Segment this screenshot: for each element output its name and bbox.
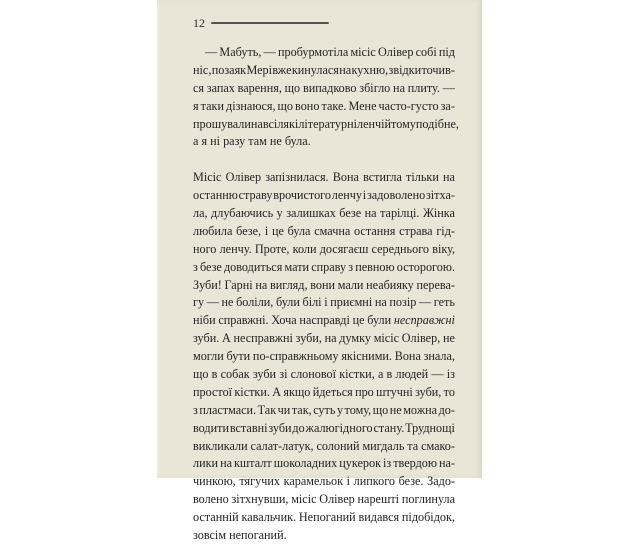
word: це [271,223,284,238]
text-line [193,98,455,116]
word: місіс [291,492,317,507]
word: чинкою, [193,474,236,489]
word: зітха- [425,188,455,203]
word: і [346,474,351,489]
word: — [205,45,218,59]
book-page [157,0,482,543]
word: зуби [268,420,292,435]
word: твердою [393,456,437,471]
word: липкого [353,474,395,489]
word: длубаючись [211,206,274,221]
word: тільки [406,170,439,185]
word: місіс [350,45,376,59]
word: на [324,331,337,346]
word: плиту. [407,80,440,95]
word: Так [257,402,277,417]
text-line [193,133,455,151]
word: у [276,206,283,221]
word: воно [295,98,320,113]
text-line [193,366,455,384]
word: волено [193,492,229,507]
word: таке. [321,98,347,113]
word: Хоча [271,313,297,328]
word: позаяк [211,62,247,77]
word: на [374,295,387,310]
text-line [193,455,455,473]
word: ла, [193,206,208,221]
word: Місіс [193,170,222,185]
word: шоколадних [273,456,338,471]
word: ся [193,80,205,95]
word: про [355,384,374,399]
word: на [393,80,405,95]
word: ленчу [331,188,363,203]
word: людей [395,367,429,382]
word: подібне, [415,116,459,131]
text-line [193,438,455,456]
word: бути [226,349,251,364]
word: боліли, [236,295,274,310]
word: тому, [344,402,372,417]
word: вставні [229,420,268,435]
word: варення, [237,80,282,95]
word: зуби, [295,331,322,346]
word: тарілці. [380,206,420,221]
word: — [418,295,432,310]
text-line [193,527,455,545]
word: безе. [398,474,424,489]
word: точив- [421,62,455,77]
word: Мене [348,98,377,113]
word: ленчі [356,116,385,131]
word: середнього [371,241,429,256]
word: тому [391,116,416,131]
word: та [407,438,419,453]
header-rule [211,22,329,24]
word: віку, [432,241,455,256]
word: неабияку [366,277,414,292]
word: за- [440,98,455,113]
word: білі [302,295,322,310]
text-line [193,312,455,330]
word: зітхнувши, [231,492,289,507]
word: гід- [436,223,455,238]
word: жалюгідного [305,420,373,435]
word: до [292,420,305,435]
word: і [362,188,367,203]
word: справу [311,259,347,274]
word: під [438,45,455,59]
page-number: 12 [193,15,205,30]
word: певною [355,259,395,274]
word: гу [193,295,205,310]
word: із [446,367,455,382]
word: собак [220,367,250,382]
word: якщо [283,384,311,399]
word: коли [292,241,317,256]
word: — [206,295,219,310]
word: Олівер [319,492,355,507]
word: безе [199,259,222,274]
word: з [348,259,354,274]
word: остання [354,223,396,238]
word: Жінка [422,206,455,221]
word: Труднощі [405,420,455,435]
word: ленчу. [219,241,252,256]
word: я [193,98,199,113]
word: зуби, [415,384,442,399]
word: то [443,384,455,399]
text-line [193,223,455,241]
word: безе [339,206,362,221]
word: смако- [421,438,455,453]
text-line [193,116,459,134]
word: й [384,116,392,131]
word: — [442,80,455,95]
word: прошували [193,116,251,131]
paragraph-2 [193,169,455,545]
word: мати [284,259,310,274]
word: на [250,116,263,131]
text-line [193,294,455,312]
word: в [386,367,393,382]
word: А [221,331,231,346]
word: чи [277,402,291,417]
word: досягаєш [319,241,369,256]
word: кшталт [234,456,272,471]
text-line [193,509,455,527]
word: з [193,259,198,274]
text-line [193,330,455,348]
word: перева- [416,277,455,292]
word: простої [193,384,233,399]
word: це [352,313,365,328]
word: всілякі [262,116,299,131]
text-line [193,205,455,223]
word: залишках [286,206,336,221]
word: якісними. [341,349,392,364]
word: не [221,295,234,310]
word: і [264,223,269,238]
word: Проте, [254,241,290,256]
word: несправжні [233,331,293,346]
word: підобідок, [401,510,455,525]
word: цукерок [339,456,382,471]
word: любила [193,223,233,238]
word: приємні [330,295,373,310]
word: що [193,367,209,382]
word: на- [439,456,455,471]
word: — [431,367,444,382]
word: були [275,295,300,310]
word: дізнаюся, [226,98,276,113]
word: була [287,223,311,238]
word: на [255,277,268,292]
word: салат-латук, [250,438,314,453]
word: Непоганий [298,510,356,525]
word: кухню, [351,62,389,77]
word: мигдаль [362,438,405,453]
word: збігло [359,80,391,95]
line-text: зовсім непоганий. [193,528,287,543]
word: слонової [290,367,337,382]
word: Мабуть, [219,45,262,59]
word: позір [389,295,417,310]
italic-word: несправжні [393,313,455,328]
word: на [339,62,352,77]
paragraph-gap [193,151,455,169]
word: не [389,402,402,417]
word: лики [193,456,219,471]
word: думку [339,331,371,346]
page-header [193,16,329,30]
word: останню [193,188,238,203]
word: солоний [316,438,360,453]
word: кинулася [291,62,339,77]
text-line [193,420,455,438]
word: були [367,313,392,328]
word: місіс [373,331,400,346]
word: насправді [299,313,350,328]
word: Олівер [225,170,262,185]
word: кістки, [339,367,375,382]
word: поглинула [401,492,455,507]
word: Задо- [427,474,455,489]
word: часто-густо [378,98,439,113]
body-text [193,44,459,545]
word: йдеться [312,384,353,399]
word: Зуби! [193,277,222,292]
word: вони [310,277,336,292]
word: ніби [193,313,216,328]
word: вигляд, [269,277,308,292]
word: справжні. [218,313,269,328]
word: Гарні [224,277,253,292]
word: кістки. [234,384,270,399]
word: карамельок [283,474,344,489]
word: Вона [332,170,359,185]
word: на [443,170,455,185]
word: останній [193,510,239,525]
word: смачна [314,223,351,238]
word: пробурмотіла [277,45,349,59]
word: нарешті [357,492,400,507]
text-line [193,169,455,187]
word: з [193,402,198,417]
word: що [284,80,301,95]
word: так, [291,402,312,417]
word: встигла [363,170,402,185]
word: на [220,456,232,471]
word: по-справжньому [252,349,339,364]
word: викликали [193,438,248,453]
word: стану. [373,420,405,435]
word: тягучих [239,474,280,489]
word: і [324,295,328,310]
word: літературні [298,116,357,131]
word: зуби. [193,331,220,346]
text-line [193,187,455,205]
word: врочистого [273,188,331,203]
text-line [193,259,455,277]
word: Олівер, [401,331,441,346]
word: кавальчик. [241,510,297,525]
paragraph-1 [193,44,459,151]
word: що [372,402,389,417]
word: ного [193,241,217,256]
word: не [442,331,455,346]
word: вже [272,62,292,77]
word: можна [403,402,438,417]
word: могли [193,349,224,364]
word: собі [415,45,437,59]
word: на [364,206,377,221]
word: А [272,384,282,399]
word: ніс, [193,62,212,77]
word: доводиться [223,259,283,274]
text-line [193,348,455,366]
text-line [193,384,455,402]
word: Мері [246,62,273,77]
word: страву [238,188,273,203]
word: що [277,98,294,113]
word: мали [337,277,364,292]
word: штучні [376,384,413,399]
word: Олівер [377,45,414,59]
word: зуби [252,367,277,382]
word: геть [433,295,455,310]
text-line [193,44,455,62]
word: страва [399,223,433,238]
text-line [193,241,455,259]
word: осторогою. [396,259,455,274]
word: Вона [394,349,421,364]
word: суть [313,402,336,417]
word: таки [200,98,224,113]
text-line [193,402,455,420]
word: запах [206,80,235,95]
word: випадково [302,80,357,95]
word: до- [438,402,455,417]
line-text: а я ні разу там не була. [193,134,311,149]
word: водити [193,420,229,435]
word: в [211,367,218,382]
text-line [193,277,455,295]
word: — [263,45,276,59]
word: запізнилася. [265,170,329,185]
word: безе, [236,223,262,238]
text-line [193,491,455,509]
text-line [193,473,455,491]
word: пластмаси. [199,402,257,417]
word: із [383,456,392,471]
word: задоволено [366,188,426,203]
word: а [377,367,384,382]
word: зі [279,367,288,382]
word: видався [358,510,400,525]
word: звідки [388,62,422,77]
word: у [336,402,344,417]
text-line [193,80,455,98]
word: знала, [423,349,455,364]
text-line [193,62,455,80]
